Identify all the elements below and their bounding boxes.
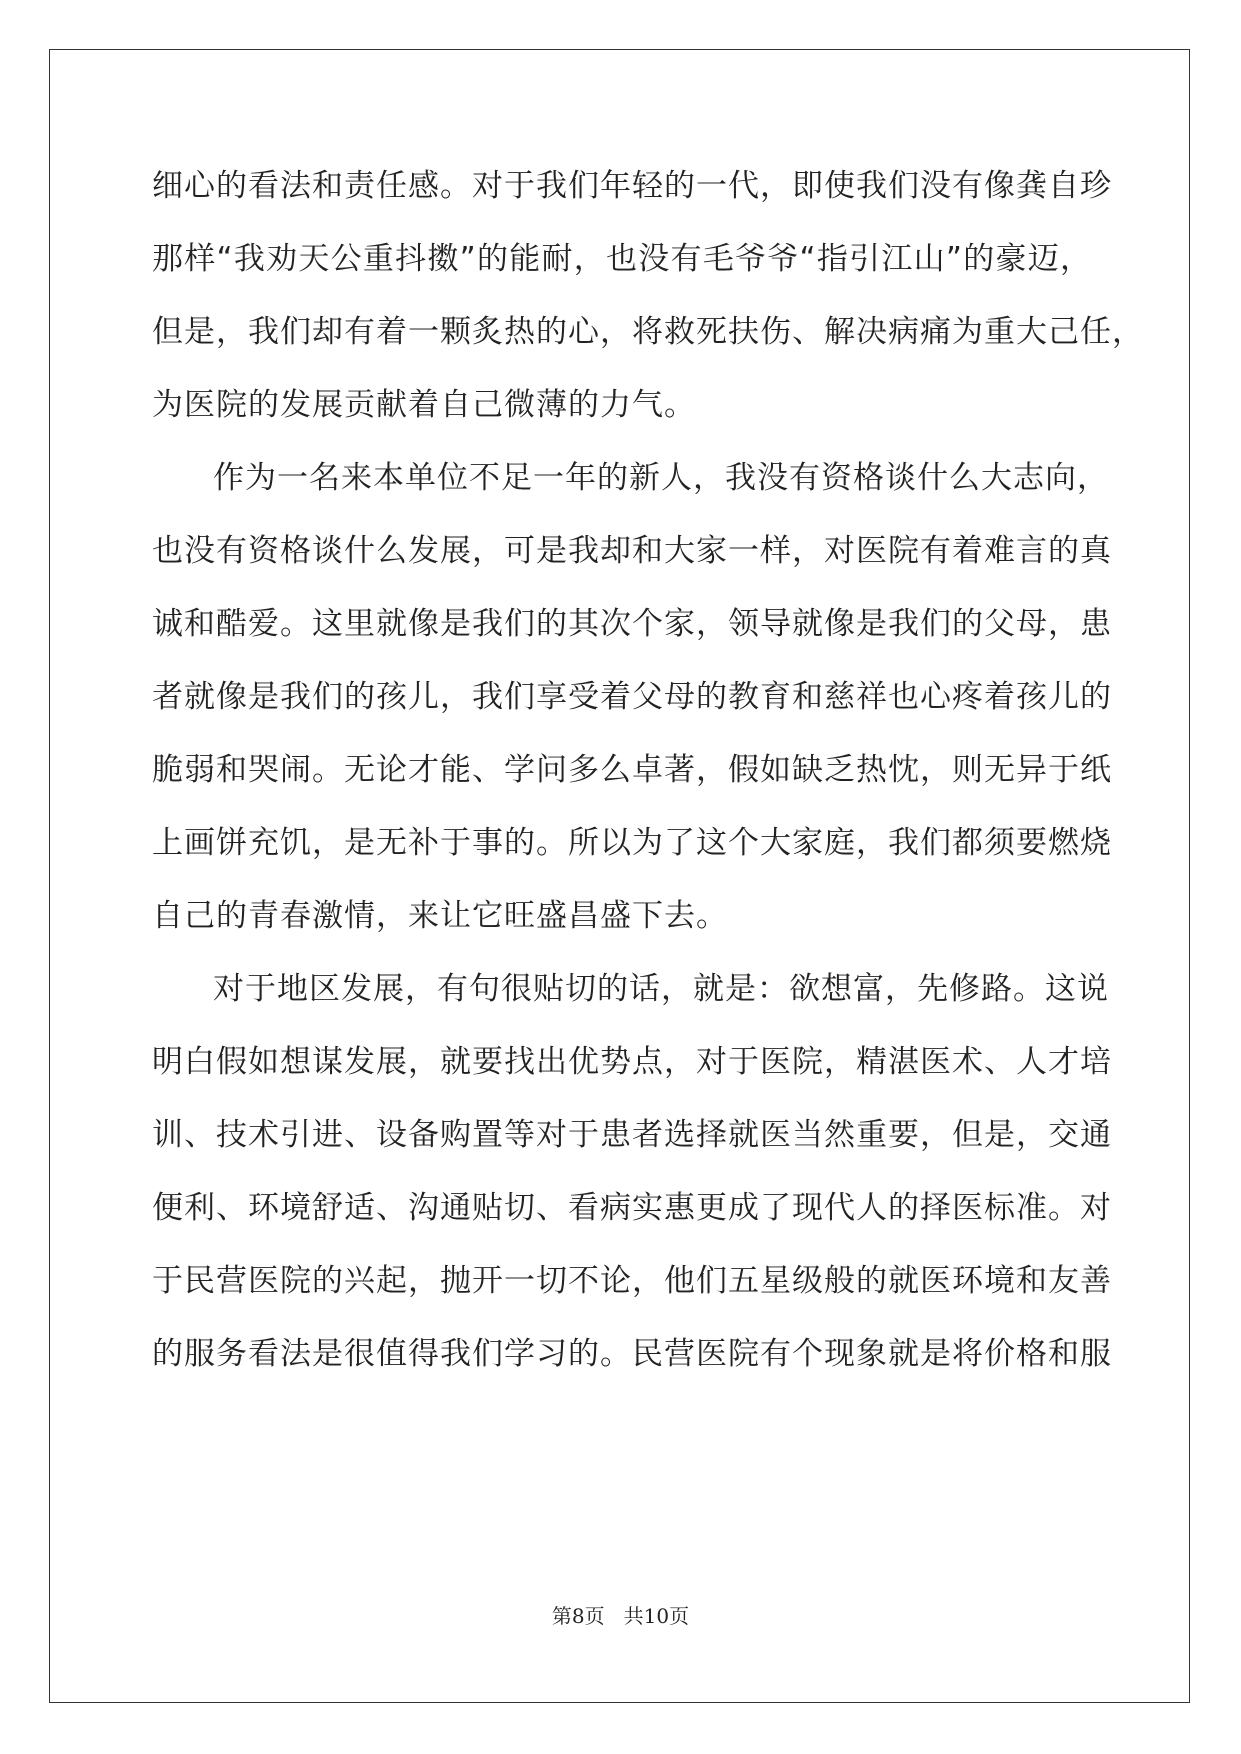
text-line-9: 脆弱和哭闹。无论才能、学问多么卓著，假如缺乏热忱，则无异于纸 — [152, 752, 1112, 788]
text-line-1: 细心的看法和责任感。对于我们年轻的一代，即使我们没有像龚自珍 — [152, 168, 1112, 204]
page-number: 第8页 — [551, 1604, 605, 1628]
text-line-12: 对于地区发展，有句很贴切的话，就是：欲想富，先修路。这说 — [213, 971, 1109, 1007]
text-line-10: 上画饼充饥，是无补于事的。所以为了这个大家庭，我们都须要燃烧 — [152, 825, 1112, 861]
text-line-6: 也没有资格谈什么发展，可是我却和大家一样，对医院有着难言的真 — [152, 533, 1112, 569]
page-total: 共10页 — [623, 1604, 690, 1628]
text-line-8: 者就像是我们的孩儿，我们享受着父母的教育和慈祥也心疼着孩儿的 — [152, 679, 1112, 715]
text-line-7: 诚和酷爱。这里就像是我们的其次个家，领导就像是我们的父母，患 — [152, 606, 1112, 642]
text-line-15: 便利、环境舒适、沟通贴切、看病实惠更成了现代人的择医标准。对 — [152, 1190, 1112, 1226]
page-border — [49, 49, 1190, 1703]
text-line-2: 那样“我劝天公重抖擞”的能耐，也没有毛爷爷“指引江山”的豪迈， — [152, 241, 1092, 277]
text-line-16: 于民营医院的兴起，抛开一切不论，他们五星级般的就医环境和友善 — [152, 1263, 1112, 1299]
footer-spacer — [605, 1604, 624, 1628]
text-line-3: 但是，我们却有着一颗炙热的心，将救死扶伤、解决病痛为重大己任， — [152, 314, 1144, 350]
text-line-17: 的服务看法是很值得我们学习的。民营医院有个现象就是将价格和服 — [152, 1336, 1112, 1372]
text-line-11: 自己的青春激情，来让它旺盛昌盛下去。 — [152, 898, 728, 934]
text-line-5: 作为一名来本单位不足一年的新人，我没有资格谈什么大志向， — [213, 460, 1109, 496]
text-line-13: 明白假如想谋发展，就要找出优势点，对于医院，精湛医术、人才培 — [152, 1044, 1112, 1080]
page-footer — [0, 1600, 1241, 1629]
text-line-4: 为医院的发展贡献着自己微薄的力气。 — [152, 387, 696, 423]
text-line-14: 训、技术引进、设备购置等对于患者选择就医当然重要，但是，交通 — [152, 1117, 1112, 1153]
